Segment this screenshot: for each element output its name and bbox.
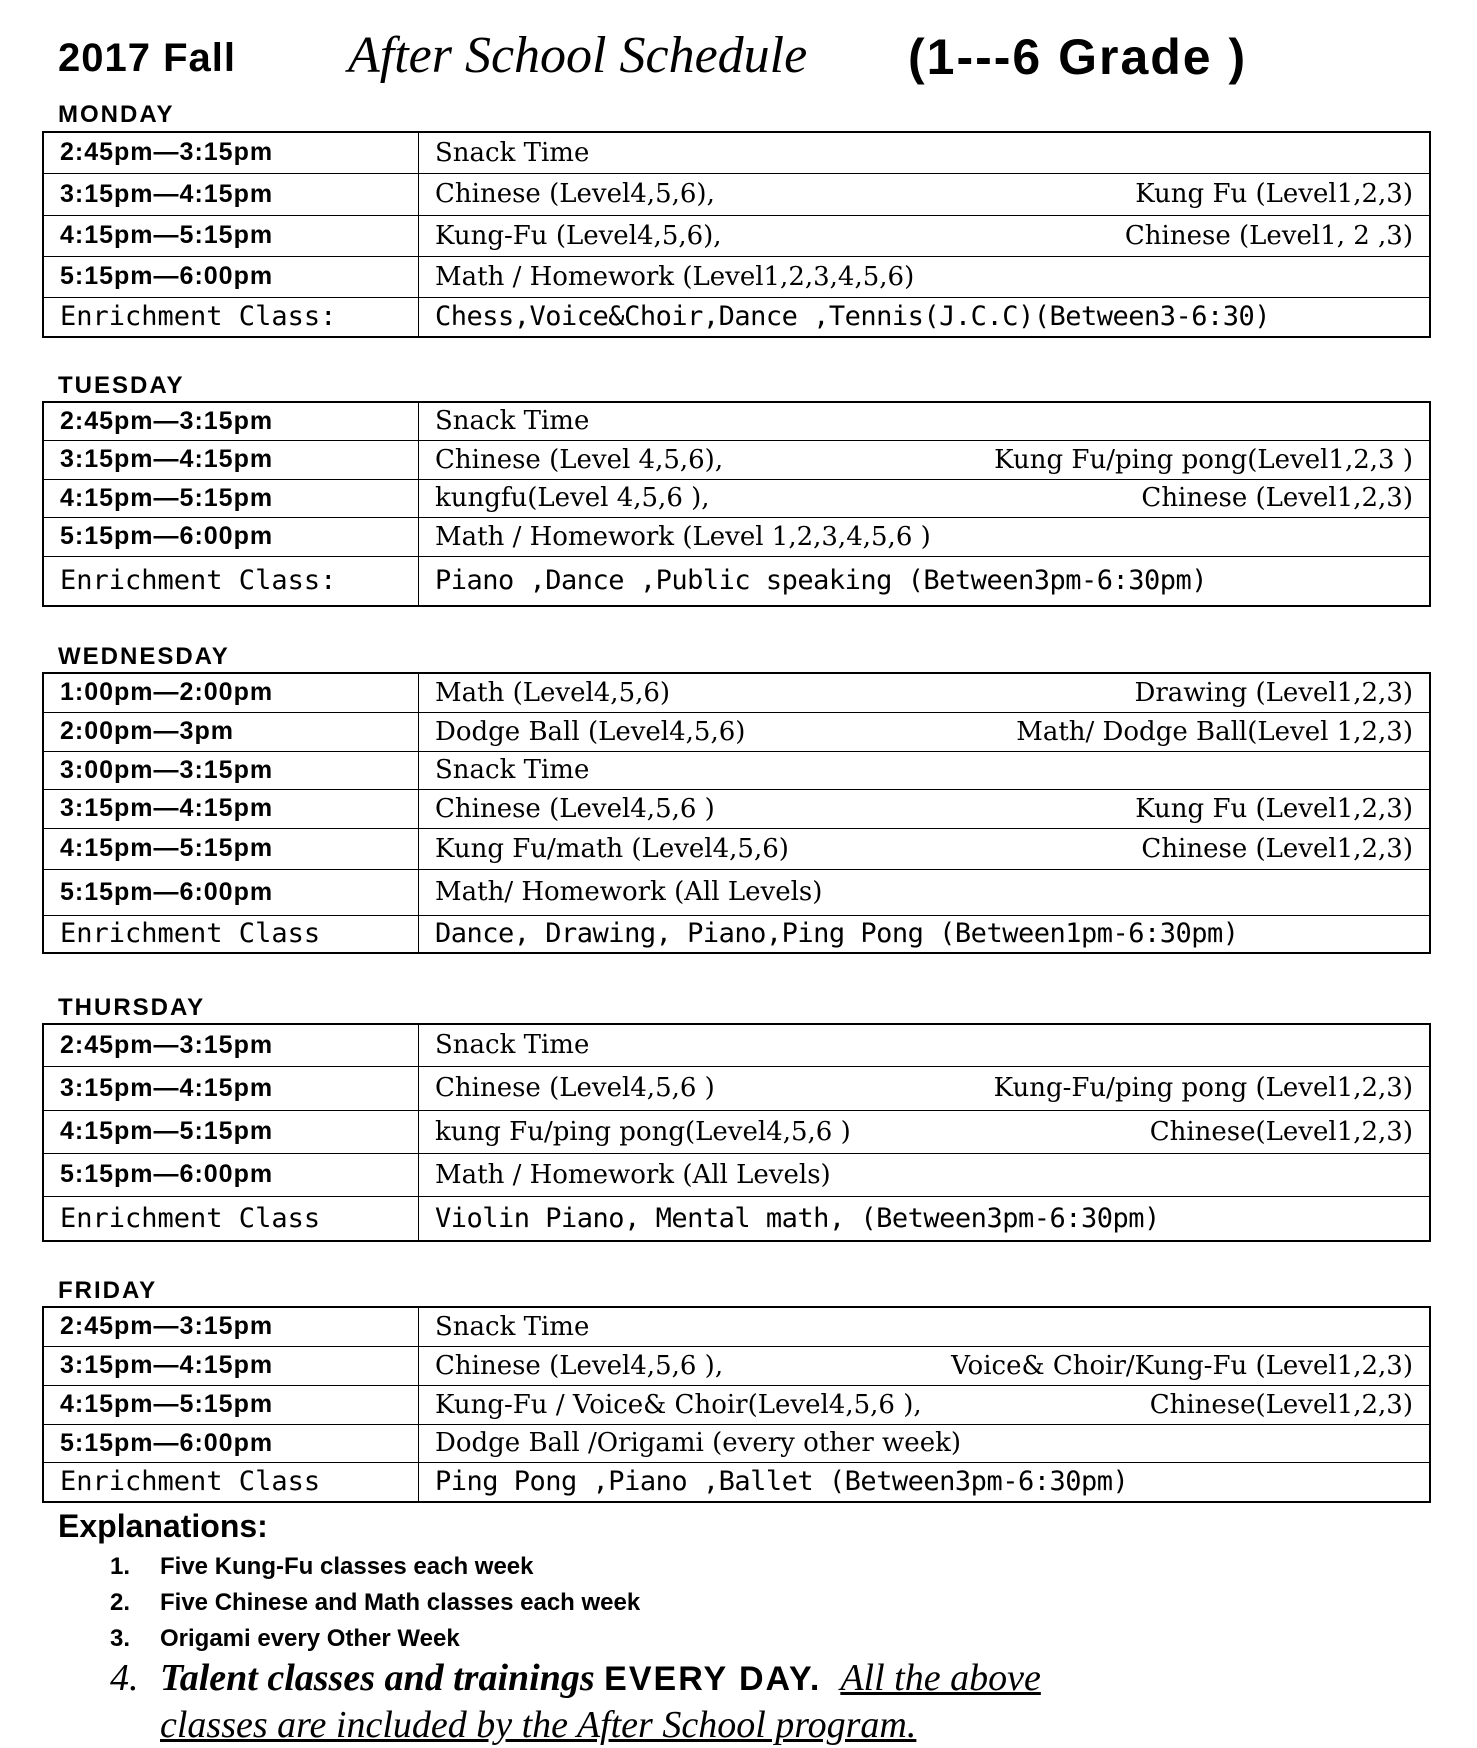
activity-left: Snack Time	[435, 1030, 590, 1061]
time-cell: 2:45pm—3:15pm	[43, 1307, 419, 1346]
time-cell: 2:45pm—3:15pm	[43, 1024, 419, 1066]
time-cell: 5:15pm—6:00pm	[43, 256, 419, 297]
page-title	[58, 22, 1458, 92]
activity-cell	[419, 256, 1431, 297]
schedule-table-thursday	[42, 1023, 1431, 1242]
enrichment-row	[43, 556, 1430, 606]
activity-cell	[419, 1066, 1431, 1110]
activity-right: Kung Fu/ping pong(Level1,2,3 )	[994, 444, 1413, 475]
time-cell: 4:15pm—5:15pm	[43, 828, 419, 869]
activity-cell	[419, 479, 1431, 517]
schedule-table-monday	[42, 131, 1431, 338]
activity-left: kungfu(Level 4,5,6 ),	[435, 483, 710, 513]
activity-right: Voice& Choir/Kung-Fu (Level1,2,3)	[951, 1350, 1413, 1381]
activity-left: Dodge Ball /Origami (every other week)	[435, 1428, 961, 1458]
item-number: 3.	[110, 1625, 131, 1652]
table-row	[43, 173, 1430, 215]
table-row	[43, 1066, 1430, 1110]
activity-cell	[419, 828, 1431, 869]
table-row	[43, 828, 1430, 869]
time-cell: 1:00pm—2:00pm	[43, 673, 419, 712]
title-grade: (1---6 Grade )	[908, 29, 1248, 85]
activity-left: Kung-Fu (Level4,5,6),	[435, 220, 722, 251]
table-row	[43, 751, 1430, 789]
time-cell: 5:15pm—6:00pm	[43, 1424, 419, 1462]
activity-right: Math/ Dodge Ball(Level 1,2,3)	[1016, 716, 1413, 747]
enrichment-classes: Chess,Voice&Choir,Dance ,Tennis(J.C.C)(Between3-6:30)	[419, 297, 1431, 337]
activity-left: Snack Time	[435, 137, 590, 168]
activity-cell	[419, 673, 1431, 712]
table-row	[43, 712, 1430, 751]
activity-right: Chinese (Level1,2,3)	[1141, 483, 1413, 513]
activity-left: Chinese (Level 4,5,6),	[435, 444, 724, 475]
table-row	[43, 1024, 1430, 1066]
item-text: Origami every Other Week	[160, 1625, 460, 1652]
enrichment-classes: Dance, Drawing, Piano,Ping Pong (Between1pm-6:30pm)	[419, 915, 1431, 953]
list-item	[110, 1589, 1410, 1625]
enrichment-label: Enrichment Class:	[43, 556, 419, 606]
day-label-monday: MONDAY	[58, 101, 175, 128]
time-cell: 5:15pm—6:00pm	[43, 1153, 419, 1196]
time-cell: 3:15pm—4:15pm	[43, 1346, 419, 1385]
activity-cell	[419, 869, 1431, 915]
final-note-part3: All the above	[840, 1657, 1041, 1699]
table-row	[43, 869, 1430, 915]
activity-left: Math / Homework (Level1,2,3,4,5,6)	[435, 261, 915, 292]
activity-cell	[419, 440, 1431, 479]
time-cell: 5:15pm—6:00pm	[43, 869, 419, 915]
time-cell: 4:15pm—5:15pm	[43, 215, 419, 256]
enrichment-row	[43, 297, 1430, 337]
activity-left: Math / Homework (Level 1,2,3,4,5,6 )	[435, 521, 931, 552]
enrichment-row	[43, 1196, 1430, 1241]
item-number: 4.	[110, 1657, 139, 1699]
activity-cell	[419, 1307, 1431, 1346]
time-cell: 2:45pm—3:15pm	[43, 402, 419, 440]
schedule-table-friday	[42, 1306, 1431, 1503]
enrichment-classes: Ping Pong ,Piano ,Ballet (Between3pm-6:30pm)	[419, 1462, 1431, 1502]
activity-cell	[419, 751, 1431, 789]
activity-cell	[419, 1024, 1431, 1066]
day-label-wednesday: WEDNESDAY	[58, 643, 230, 670]
activity-left: Kung-Fu / Voice& Choir(Level4,5,6 ),	[435, 1389, 922, 1420]
table-row	[43, 440, 1430, 479]
activity-right: Kung Fu (Level1,2,3)	[1135, 793, 1413, 824]
activity-right: Chinese (Level1, 2 ,3)	[1124, 220, 1413, 251]
activity-left: Chinese (Level4,5,6),	[435, 179, 715, 209]
time-cell: 3:15pm—4:15pm	[43, 173, 419, 215]
activity-left: Math / Homework (All Levels)	[435, 1159, 831, 1190]
item-text: Five Chinese and Math classes each week	[160, 1589, 641, 1616]
activity-right: Chinese(Level1,2,3)	[1149, 1389, 1413, 1420]
table-row	[43, 1307, 1430, 1346]
activity-cell	[419, 215, 1431, 256]
activity-cell	[419, 1385, 1431, 1424]
activity-left: Math (Level4,5,6)	[435, 677, 671, 708]
activity-cell	[419, 1153, 1431, 1196]
enrichment-classes: Piano ,Dance ,Public speaking (Between3pm-6:30pm)	[419, 556, 1431, 606]
table-row	[43, 479, 1430, 517]
schedule-table-wednesday	[42, 672, 1431, 954]
item-text: Five Kung-Fu classes each week	[160, 1553, 534, 1580]
time-cell: 4:15pm—5:15pm	[43, 1110, 419, 1153]
time-cell: 3:00pm—3:15pm	[43, 751, 419, 789]
activity-left: Dodge Ball (Level4,5,6)	[435, 716, 746, 747]
explanations-title: Explanations:	[58, 1508, 268, 1544]
time-cell: 4:15pm—5:15pm	[43, 1385, 419, 1424]
time-cell: 5:15pm—6:00pm	[43, 517, 419, 556]
activity-cell	[419, 1110, 1431, 1153]
activity-left: Snack Time	[435, 1311, 590, 1342]
item-number: 1.	[110, 1553, 131, 1580]
item-number: 2.	[110, 1589, 131, 1616]
activity-left: Snack Time	[435, 406, 590, 437]
title-main: After School Schedule	[348, 27, 808, 84]
activity-left: Math/ Homework (All Levels)	[435, 877, 823, 907]
table-row	[43, 789, 1430, 828]
activity-cell	[419, 1346, 1431, 1385]
enrichment-label: Enrichment Class:	[43, 297, 419, 337]
activity-right: Chinese (Level1,2,3)	[1141, 833, 1413, 864]
day-label-thursday: THURSDAY	[58, 994, 206, 1021]
time-cell: 2:00pm—3pm	[43, 712, 419, 751]
day-label-tuesday: TUESDAY	[58, 372, 185, 399]
table-row	[43, 132, 1430, 173]
activity-cell	[419, 402, 1431, 440]
table-row	[43, 256, 1430, 297]
activity-cell	[419, 789, 1431, 828]
time-cell: 4:15pm—5:15pm	[43, 479, 419, 517]
enrichment-row	[43, 915, 1430, 953]
activity-left: Snack Time	[435, 755, 590, 785]
activity-right: Chinese(Level1,2,3)	[1149, 1116, 1413, 1147]
activity-cell	[419, 1424, 1431, 1462]
activity-cell	[419, 173, 1431, 215]
enrichment-label: Enrichment Class	[43, 1462, 419, 1502]
table-row	[43, 215, 1430, 256]
table-row	[43, 1153, 1430, 1196]
time-cell: 3:15pm—4:15pm	[43, 789, 419, 828]
activity-left: Chinese (Level4,5,6 ),	[435, 1350, 724, 1381]
enrichment-row	[43, 1462, 1430, 1502]
time-cell: 2:45pm—3:15pm	[43, 132, 419, 173]
table-row	[43, 1424, 1430, 1462]
day-label-friday: FRIDAY	[58, 1277, 158, 1304]
time-cell: 3:15pm—4:15pm	[43, 440, 419, 479]
table-row	[43, 1346, 1430, 1385]
explanations-list	[110, 1553, 1410, 1661]
table-row	[43, 1385, 1430, 1424]
activity-right: Kung Fu (Level1,2,3)	[1135, 179, 1413, 209]
time-cell: 3:15pm—4:15pm	[43, 1066, 419, 1110]
enrichment-label: Enrichment Class	[43, 915, 419, 953]
explanation-final-note	[110, 1655, 1440, 1748]
enrichment-label: Enrichment Class	[43, 1196, 419, 1241]
activity-cell	[419, 712, 1431, 751]
activity-left: kung Fu/ping pong(Level4,5,6 )	[435, 1116, 851, 1147]
title-year-season: 2017 Fall	[58, 36, 237, 80]
table-row	[43, 1110, 1430, 1153]
activity-left: Chinese (Level4,5,6 )	[435, 1073, 715, 1103]
activity-left: Kung Fu/math (Level4,5,6)	[435, 833, 789, 864]
activity-cell	[419, 132, 1431, 173]
activity-right: Drawing (Level1,2,3)	[1134, 677, 1413, 708]
list-item	[110, 1553, 1410, 1589]
table-row	[43, 402, 1430, 440]
final-note-part1: Talent classes and trainings	[160, 1657, 595, 1699]
table-row	[43, 673, 1430, 712]
final-note-part2: EVERY DAY.	[604, 1660, 822, 1698]
activity-cell	[419, 517, 1431, 556]
enrichment-classes: Violin Piano, Mental math, (Between3pm-6:30pm)	[419, 1196, 1431, 1241]
final-note-line2: classes are included by the After School program.	[160, 1704, 917, 1746]
schedule-table-tuesday	[42, 401, 1431, 607]
activity-left: Chinese (Level4,5,6 )	[435, 793, 715, 824]
table-row	[43, 517, 1430, 556]
activity-right: Kung-Fu/ping pong (Level1,2,3)	[993, 1073, 1413, 1103]
